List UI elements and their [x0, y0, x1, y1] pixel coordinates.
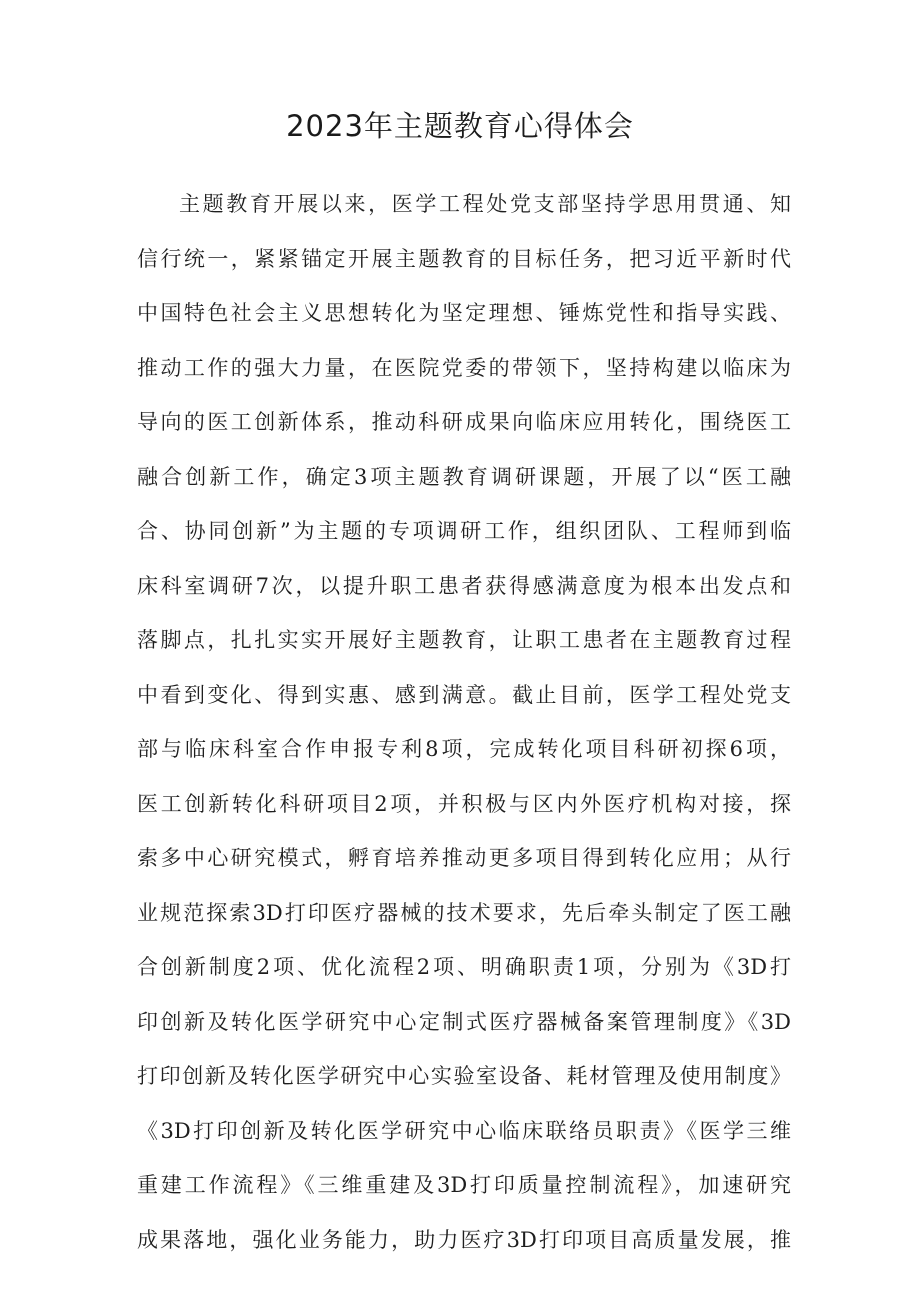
paragraph-line: 信行统一，紧紧锚定开展主题教育的目标任务，把习近平新时代	[137, 246, 791, 271]
paragraph-line: 索多中心研究模式，孵育培养推动更多项目得到转化应用；从行	[137, 846, 791, 870]
paragraph-line: 印创新及转化医学研究中心定制式医疗器械备案管理制度》《3D	[137, 1009, 791, 1034]
paragraph-line: 业规范探索3D打印医疗器械的技术要求，先后牵头制定了医工融	[137, 900, 791, 925]
paragraph-line: 打印创新及转化医学研究中心实验室设备、耗材管理及使用制度》	[137, 1064, 791, 1088]
paragraph-line: 成果落地，强化业务能力，助力医疗3D打印项目高质量发展，推	[137, 1227, 791, 1252]
paragraph-line: 融合创新工作，确定3项主题教育调研课题，开展了以“医工融	[137, 464, 791, 489]
paragraph-line: 合创新制度2项、优化流程2项、明确职责1项，分别为《3D打	[137, 955, 791, 979]
paragraph-line: 合、协同创新”为主题的专项调研工作，组织团队、工程师到临	[137, 519, 791, 543]
paragraph-line: 中国特色社会主义思想转化为坚定理想、锤炼党性和指导实践、	[137, 301, 791, 325]
paragraph-line: 部与临床科室合作申报专利8项，完成转化项目科研初探6项，	[137, 737, 791, 761]
document-title: 2023年主题教育心得体会	[286, 109, 634, 143]
paragraph-line: 主题教育开展以来，医学工程处党支部坚持学思用贯通、知	[179, 192, 791, 216]
paragraph-line: 《3D打印创新及转化医学研究中心临床联络员职责》《医学三维	[137, 1118, 791, 1143]
paragraph-line: 落脚点，扎扎实实开展好主题教育，让职工患者在主题教育过程	[137, 628, 791, 652]
paragraph-line: 医工创新转化科研项目2项，并积极与区内外医疗机构对接，探	[137, 791, 791, 816]
paragraph-line: 中看到变化、得到实惠、感到满意。截止目前，医学工程处党支	[137, 682, 791, 707]
document-body	[137, 177, 791, 1267]
paragraph-line: 导向的医工创新体系，推动科研成果向临床应用转化，围绕医工	[137, 410, 791, 434]
paragraph-line: 重建工作流程》《三维重建及3D打印质量控制流程》，加速研究	[137, 1173, 791, 1197]
paragraph-line: 推动工作的强大力量，在医院党委的带领下，坚持构建以临床为	[137, 355, 791, 380]
paragraph-line: 床科室调研7次，以提升职工患者获得感满意度为根本出发点和	[137, 573, 791, 598]
